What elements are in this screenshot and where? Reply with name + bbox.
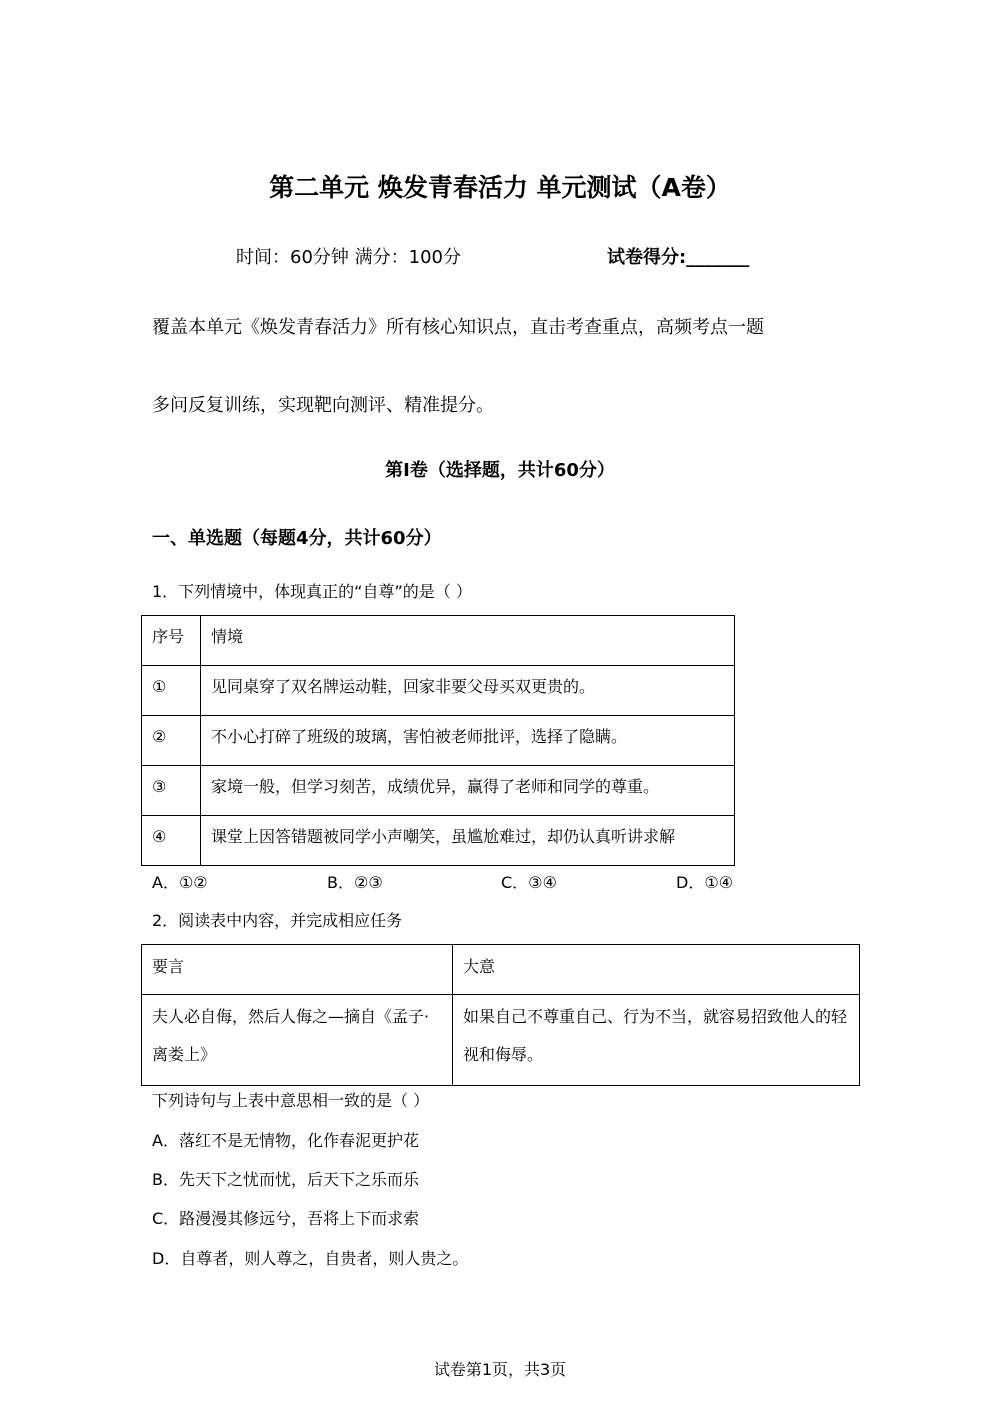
table-header-row (142, 616, 735, 666)
table-header-row (142, 945, 860, 995)
intro-text-line-1: 覆盖本单元《焕发青春活力》所有核心知识点，直击考查重点，高频考点一题 (152, 317, 764, 338)
question-1-table (141, 615, 735, 866)
table-cell: 不小心打碎了班级的玻璃，害怕被老师批评，选择了隐瞒。 (201, 716, 735, 766)
table-row (142, 995, 860, 1086)
table-header-cell: 情境 (201, 616, 735, 666)
table-header-cell: 要言 (142, 945, 453, 995)
page-footer: 试卷第1页，共3页 (433, 1360, 567, 1379)
question-2-option-b: B．先天下之忧而忧，后天下之乐而乐 (152, 1170, 419, 1189)
table-cell: ④ (142, 816, 201, 866)
table-cell: ② (142, 716, 201, 766)
table-cell: 夫人必自侮，然后人侮之—摘自《孟子·离娄上》 (142, 995, 453, 1086)
question-1-option-a: A．①② (152, 873, 208, 892)
question-1-option-c: C．③④ (501, 873, 557, 892)
table-header-cell: 大意 (453, 945, 860, 995)
part-title: 一、单选题（每题4分，共计60分） (152, 528, 442, 549)
time-and-score-info: 时间：60分钟 满分：100分 (236, 247, 461, 268)
question-1-option-b: B．②③ (327, 873, 383, 892)
intro-text-line-2: 多问反复训练，实现靶向测评、精准提分。 (152, 395, 494, 416)
section-title: 第Ⅰ卷（选择题，共计60分） (385, 460, 615, 481)
table-cell: 如果自己不尊重自己、行为不当，就容易招致他人的轻视和侮辱。 (453, 995, 860, 1086)
table-row (142, 716, 735, 766)
score-field: 试卷得分:_______ (607, 247, 750, 268)
table-cell: 家境一般，但学习刻苦，成绩优异，赢得了老师和同学的尊重。 (201, 766, 735, 816)
table-row (142, 766, 735, 816)
question-2-option-d: D．自尊者，则人尊之，自贵者，则人贵之。 (152, 1249, 469, 1268)
table-header-cell: 序号 (142, 616, 201, 666)
question-2-prompt: 下列诗句与上表中意思相一致的是（ ） (152, 1091, 430, 1110)
table-row (142, 666, 735, 716)
document-title: 第二单元 焕发青春活力 单元测试（A卷） (269, 173, 731, 202)
question-2-table (141, 944, 860, 1086)
table-cell: 见同桌穿了双名牌运动鞋，回家非要父母买双更贵的。 (201, 666, 735, 716)
question-2-option-a: A．落红不是无情物，化作春泥更护花 (152, 1131, 419, 1150)
table-cell: ① (142, 666, 201, 716)
question-1-stem: 1．下列情境中，体现真正的“自尊”的是（ ） (152, 582, 472, 601)
question-2-option-c: C．路漫漫其修远兮，吾将上下而求索 (152, 1209, 420, 1228)
table-cell: 课堂上因答错题被同学小声嘲笑，虽尴尬难过，却仍认真听讲求解 (201, 816, 735, 866)
table-row (142, 816, 735, 866)
table-cell: ③ (142, 766, 201, 816)
question-2-stem: 2．阅读表中内容，并完成相应任务 (152, 911, 403, 930)
question-1-option-d: D．①④ (676, 873, 734, 892)
